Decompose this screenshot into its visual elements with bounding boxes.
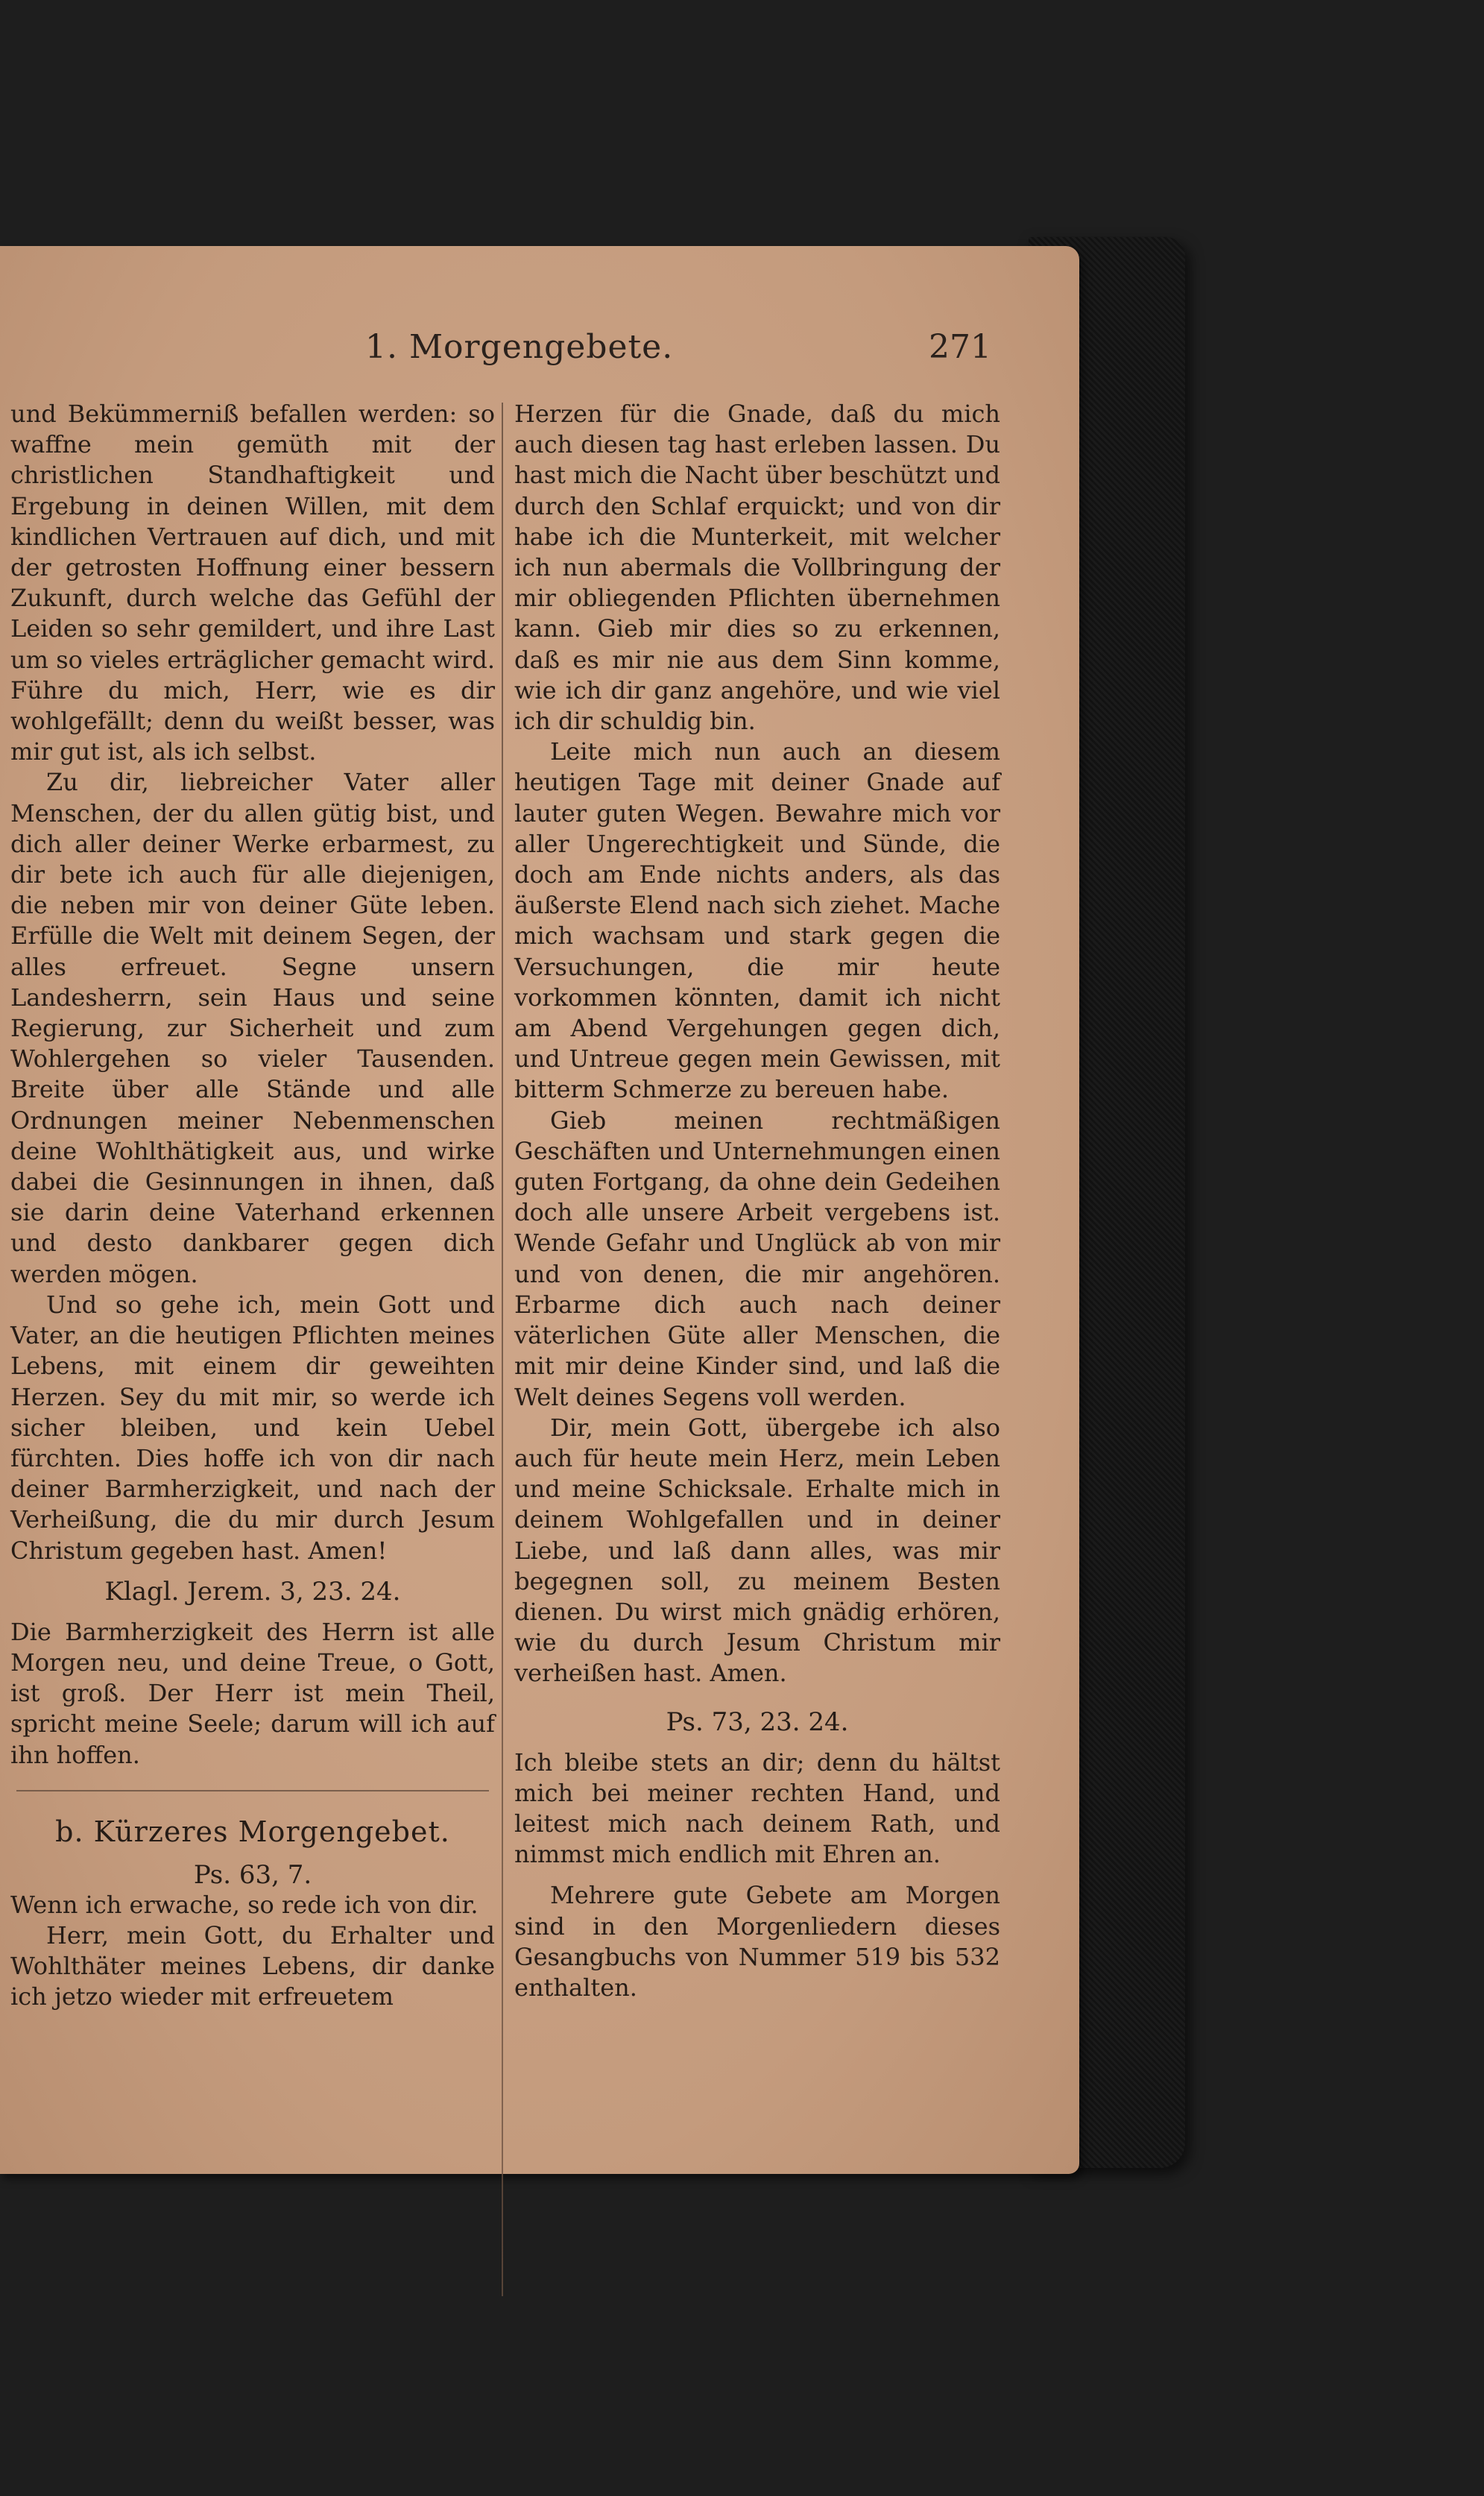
paragraph: Herzen für die Gnade, daß du mich auch diesen tag hast erleben lassen. Du hast mich die Nacht über beschützt und durch den Schlaf erquickt; und von dir habe ich die Munterkeit, mit welcher ich nun abermals die Vollbringung der mir obliegenden Pflichten übernehmen kann. Gieb mir dies so zu erkennen, daß es mir nie aus dem Sinn komme, wie ich dir ganz angehöre, und wie viel ich dir schuldig bin. (514, 400, 1000, 736)
scripture-reference: Ps. 63, 7. (193, 1859, 312, 1890)
section-title: b. Kürzeres Morgengebet. (55, 1815, 450, 1848)
paragraph: Dir, mein Gott, übergebe ich also auch für heute mein Herz, mein Leben und meine Schicksale. Erhalte mich in deinem Wohlgefallen und in deiner Liebe, und laß dann alles, was mir begegnen soll, zu meinem Besten dienen. Du wirst mich gnädig erhören, wie du durch Jesum Christum mir verheißen hast. Amen. (514, 1413, 1000, 1688)
paragraph: Herr, mein Gott, du Erhalter und Wohlthäter meines Lebens, dir danke ich jetzo wieder mit erfreuetem (10, 1920, 495, 2011)
scripture-quote: Wenn ich erwache, so rede ich von dir. (10, 1890, 479, 1919)
section-divider (16, 1790, 489, 1791)
paragraph: Zu dir, liebreicher Vater aller Menschen, der du allen gütig bist, und dich aller deiner Werke erbarmest, zu dir bete ich auch für alle diejenigen, die neben mir von deiner Güte leben. Erfülle die Welt mit deinem Segen, der alles erfreuet. Segne unsern Landesherrn, sein Haus und seine Regierung, zur Sicherheit und zum Wohlergehen so vieler Tausenden. Breite über alle Stände und alle Ordnungen meiner Nebenmenschen deine Wohlthätigkeit aus, und wirke dabei die Gesinnungen in ihnen, daß sie darin deine Vaterhand erkennen und desto dankbarer gegen dich werden mögen. (10, 768, 495, 1288)
paragraph: und Bekümmerniß befallen werden: so waffne mein gemüth mit der christlichen Standhaftigkeit und Ergebung in deinen Willen, mit dem kindlichen Vertrauen auf dich, und mit der getrosten Hoffnung einer bessern Zukunft, durch welche das Gefühl der Leiden so sehr gemildert, und ihre Last um so vieles erträglicher gemacht wird. Führe du mich, Herr, wie es dir wohlgefällt; denn du weißt besser, was mir gut ist, als ich selbst. (10, 400, 495, 766)
running-header (0, 328, 1006, 380)
scripture-reference: Klagl. Jerem. 3, 23. 24. (104, 1576, 401, 1607)
paragraph: Und so gehe ich, mein Gott und Vater, an die heutigen Pflichten meines Lebens, mit einem dir geweihten Herzen. Sey du mit mir, so werde ich sicher bleiben, und kein Uebel fürchten. Dies hoffe ich von dir nach deiner Barmherzigkeit, und nach der Verheißung, die du mir durch Jesum Christum gegeben hast. Amen! (10, 1290, 495, 1565)
paragraph: Leite mich nun auch an diesem heutigen Tage mit deiner Gnade auf lauter guten Wegen. Bewahre mich vor aller Ungerechtigkeit und Sünde, die doch am Ende nichts anders, als das äußerste Elend nach sich ziehet. Mache mich wachsam und stark gegen die Versuchungen, die mir heute vorkommen könnten, damit ich nicht am Abend Vergehungen gegen dich, und Untreue gegen mein Gewissen, mit bitterm Schmerze zu bereuen habe. (514, 737, 1000, 1104)
book-page (0, 246, 1079, 2174)
column-divider (502, 403, 503, 2296)
scripture-quote: Die Barmherzigkeit des Herrn ist alle Morgen neu, und deine Treue, o Gott, ist groß. Der Herr ist mein Theil, spricht meine Seele; darum will ich auf ihn hoffen. (10, 1617, 495, 1769)
left-column (10, 399, 495, 2013)
page-number: 271 (929, 328, 991, 366)
paragraph: Gieb meinen rechtmäßigen Geschäften und Unternehmungen einen guten Fortgang, da ohne dein Gedeihen doch alle unsere Arbeit vergebens ist. Wende Gefahr und Unglück ab von mir und von denen, die mir angehören. Erbarme dich auch nach deiner väterlichen Güte aller Menschen, die mit mir deine Kinder sind, und laß die Welt deines Segens voll werden. (514, 1106, 1000, 1411)
scripture-reference: Ps. 73, 23. 24. (666, 1706, 849, 1737)
right-column (514, 399, 1000, 2003)
chapter-title: 1. Morgengebete. (365, 328, 674, 366)
scripture-quote: Ich bleibe stets an dir; denn du hältst mich bei meiner rechten Hand, und leitest mich nach deinem Rath, und nimmst mich endlich mit Ehren an. (514, 1747, 1000, 1869)
paragraph: Mehrere gute Gebete am Morgen sind in den Morgenliedern dieses Gesangbuchs von Nummer 519 bis 532 enthalten. (514, 1881, 1000, 2002)
